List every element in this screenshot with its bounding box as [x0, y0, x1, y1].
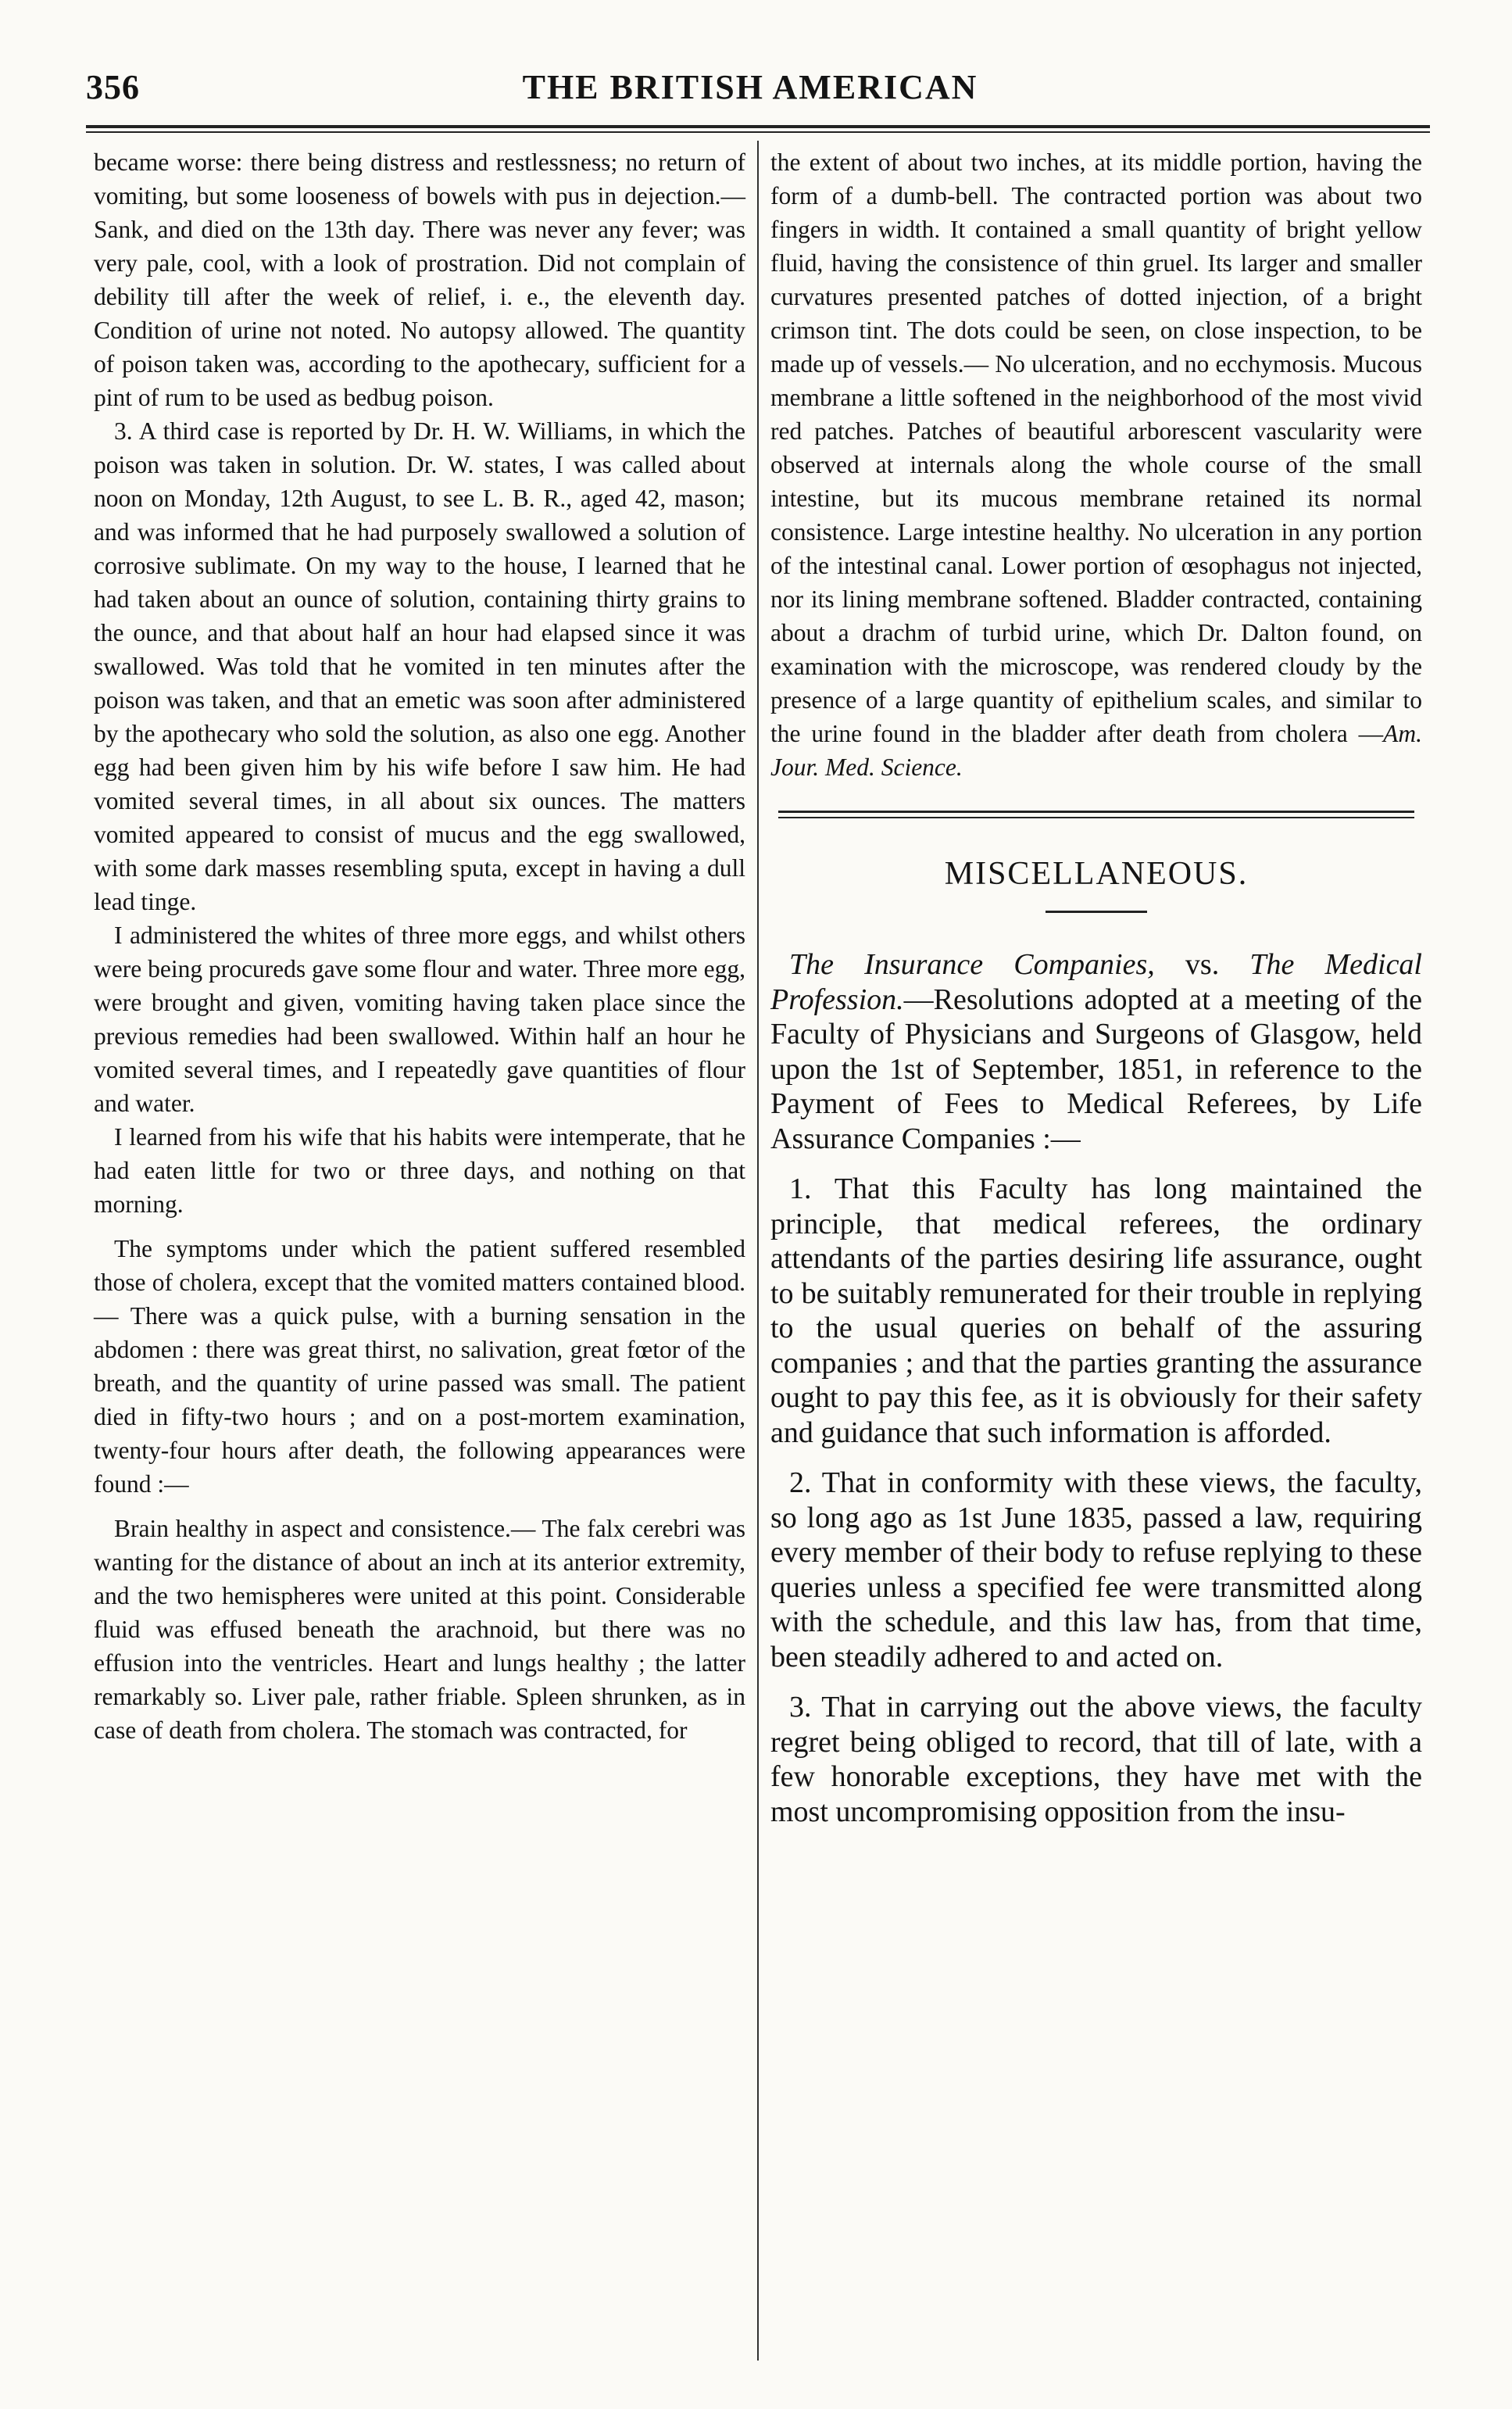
source-dash: —	[1347, 720, 1384, 747]
intro-title-2: The Medical Profession.	[770, 948, 1422, 1016]
right-paragraph-1	[770, 145, 1422, 784]
miscellaneous-section	[770, 947, 1422, 1829]
intro-vs: vs.	[1154, 948, 1250, 981]
separator-rule-thick	[778, 811, 1414, 813]
left-column	[94, 145, 745, 1747]
left-paragraph-5: The symptoms under which the patient suffered resembled those of cholera, except that the vomited matters contained blood.— There was a quick pulse, with a burning sensation in the abdomen : there was great thirst, no salivation, great fœtor of the breath, and the quantity of urine passed was small. The patient died in fifty-two hours ; and on a post-mortem examination, twenty-four hours after death, the following appearances were found :—	[94, 1235, 745, 1498]
left-paragraph-1: became worse: there being distress and restlessness; no return of vomiting, but some looseness of bowels with pus in dejection.— Sank, and died on the 13th day. There was never any fever; was very pale, cool, with a look of prostration. Did not complain of debility till after the week of relief, i. e., the eleventh day. Condition of urine not noted. No autopsy allowed. The quantity of poison taken was, according to the apothecary, sufficient for a pint of rum to be used as bedbug poison.	[94, 149, 745, 411]
page-number: 356	[86, 68, 140, 106]
left-paragraph-3: I administered the whites of three more eggs, and whilst others were being procureds gave some flour and water. Three more egg, were brought and given, vomiting having taken place since the previous remedies had been swallowed. Within half an hour he vomited several times, and I repeatedly gave quantities of flour and water.	[94, 922, 745, 1117]
source-citation: Am. Jour. Med. Science.	[770, 720, 1422, 781]
left-paragraph-6: Brain healthy in aspect and consistence.— The falx cerebri was wanting for the distance of about an inch at its anterior extremity, and the two hemispheres were united at this point. Considerable fluid was effused beneath the arachnoid, but there was no effusion into the ventricles. Heart and lungs healthy ; the latter remarkably so. Liver pale, rather friable. Spleen shrunken, as in case of death from cholera. The stomach was contracted, for	[94, 1515, 745, 1744]
resolution-2: 2. That in conformity with these views, the faculty, so long ago as 1st June 1835, passed a law, requiring every member of their body to refuse replying to these queries unless a specified fee were transmitted along with the schedule, and this law has, from that time, been steadily adhered to and acted on.	[770, 1466, 1422, 1673]
heading-short-rule	[1046, 911, 1147, 913]
separator-rule-thin	[778, 817, 1414, 818]
column-divider	[757, 141, 759, 2361]
resolution-3: 3. That in carrying out the above views, the faculty regret being obliged to record, that till of late, with a few honorable exceptions, they have met with the most uncompromising opposition from the insu-	[770, 1691, 1422, 1828]
misc-intro	[770, 947, 1422, 1156]
right-column	[770, 145, 1422, 1829]
section-heading: MISCELLANEOUS.	[944, 856, 1249, 892]
section-separator	[778, 811, 1414, 818]
header-rule-thin	[86, 131, 1430, 133]
intro-rest: —Resolutions adopted at a meeting of the Faculty of Physicians and Surgeons of Glasgow, held upon the 1st of September, 1851, in reference to the Payment of Fees to Medical Referees, by Life Assurance Companies :—	[770, 983, 1422, 1155]
intro-title: The Insurance Companies,	[789, 948, 1155, 981]
right-paragraph-1-text: the extent of about two inches, at its middle portion, having the form of a dumb-bell. The contracted portion was about two fingers in width. It contained a small quantity of bright yellow fluid, having the consistence of thin gruel. Its larger and smaller curvatures presented patches of dotted injection, of a bright crimson tint. The dots could be seen, on close inspection, to be made up of vessels.— No ulceration, and no ecchymosis. Mucous membrane a little softened in the neighborhood of the most vivid red patches. Patches of beautiful arborescent vascularity were observed at internals along the whole course of the small intestine, but its mucous membrane retained its normal consistence. Large intestine healthy. No ulceration in any portion of the intestinal canal. Lower portion of œsophagus not injected, nor its lining membrane softened. Bladder contracted, containing about a drachm of turbid urine, which Dr. Dalton found, on examination with the microscope, was rendered cloudy by the presence of a large quantity of epithelium scales, and similar to the urine found in the bladder after death from cholera	[770, 149, 1422, 747]
left-paragraph-2: 3. A third case is reported by Dr. H. W. Williams, in which the poison was taken in solution. Dr. W. states, I was called about noon on Monday, 12th August, to see L. B. R., aged 42, mason; and was informed that he had purposely swallowed a solution of corrosive sublimate. On my way to the house, I learned that he had taken about an ounce of solution, containing thirty grains to the ounce, and that about half an hour had elapsed since it was swallowed. Was told that he vomited in ten minutes after the poison was taken, and that an emetic was soon after administered by the apothecary who sold the solution, as also one egg. Another egg had been given him by his wife before I saw him. He had vomited several times, in all about six ounces. The matters vomited appeared to consist of mucus and the egg swallowed, with some dark masses resembling sputa, except in having a dull lead tinge.	[94, 417, 745, 915]
running-head: THE BRITISH AMERICAN	[522, 68, 978, 106]
resolution-1: 1. That this Faculty has long maintained the principle, that medical referees, the ordinary attendants of the parties desiring life assurance, ought to be suitably remunerated for their trouble in replying to the usual queries on behalf of the assuring companies ; and that the parties granting the assurance ought to pay this fee, as it is obviously for their safety and guidance that such information is afforded.	[770, 1172, 1422, 1449]
left-paragraph-4: I learned from his wife that his habits were intemperate, that he had eaten little for two or three days, and nothing on that morning.	[94, 1123, 745, 1218]
header-rule-thick	[86, 125, 1430, 128]
